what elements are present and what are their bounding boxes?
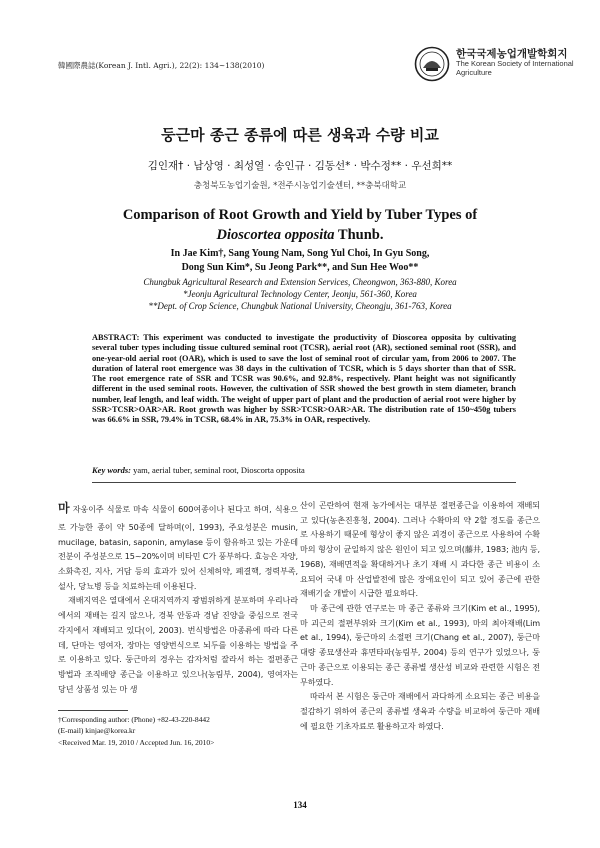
title-english-line-1: Comparison of Root Growth and Yield by Tuber Types of [122, 207, 478, 223]
keywords-label: Key words: [92, 465, 131, 475]
affiliation-english [0, 276, 600, 312]
received-dates: <Received Mar. 19, 2010 / Accepted Jun. 16, 2010> [58, 737, 215, 747]
title-english [0, 206, 600, 245]
affiliation-english-1: Chungbuk Agricultural Research and Extension Services, Cheongwon, 363-880, Korea [143, 277, 457, 287]
body-paragraph: 재배지역은 열대에서 온대지역까지 광범위하게 분포하며 우리나라에서의 재배는 길지 않으나, 경북 안동과 경남 진양을 중심으로 전국 각지에서 재배되고 있다(이, 2003). 번식방법은 마종류에 따라 다른데, 단마는 영여자, 장마는 영양번식으로 뇌두를 이용하는 방법을 주로 이용하고 있다. 둥근마의 경우는 감자처럼 잘라서 하는 절편종근 방법과 조직배양 종근을 이용하고 있으나(농림부, 2004), 영여자는 당년 상품성 있는 마 생 [58, 595, 298, 694]
title-korean: 둥근마 종근 종류에 따른 생육과 수량 비교 [161, 126, 439, 144]
keywords [92, 465, 516, 475]
affiliation-korean: 충청북도농업기술원, *전주시농업기술센터, **충북대학교 [193, 181, 407, 191]
abstract: ABSTRACT: This experiment was conducted to investigate the productivity of Dioscorea opposita by cultivating several tuber types including tissue cultured seminal root (TCSR), aerial root (AR), sectioned seminal root (SSR), and one-year-old aerial root (OAR), which is used to save the lost of seminal root of circular yam, from 2006 to 2007. The duration of lateral root emergence was 38 days in the cultivation of TCSR, which is 5 days shorter than that of SSR. The root emergence rate of SSR and TCSR was 90.6%, and 92.8%, respectively. Plant height was not significantly different in the used seminal roots. However, the cultivation of SSR showed the best growth in stem diameter, branch number, leaf length, and leaf width. The weight of upper part of plant and the production of aerial root were higher by SSR>TCSR>OAR>AR. Root growth was higher by SSR>TCSR>OAR>AR. The distribution rate of 150~450g tubers was 66.6% in SSR, 79.4% in TCSR, 68.4% in AR, 75.3% in OAR, respectively. [92, 333, 516, 425]
footnote-divider [58, 710, 128, 711]
authors-english-line-2: Dong Sun Kim*, Su Jeong Park**, and Sun Hee Woo** [181, 261, 419, 273]
authors-english [0, 247, 600, 274]
title-species: Dioscortea opposita [216, 226, 335, 243]
keywords-list: yam, aerial tuber, seminal root, Dioscorta opposita [133, 465, 305, 475]
authors-korean: 김인재† · 남상영 · 최성열 · 송인규 · 김동선* · 박수정** · 우선희** [147, 160, 453, 172]
society-name-en-2: Agriculture [456, 67, 492, 77]
page-number: 134 [293, 800, 307, 810]
authors-english-line-1: In Jae Kim†, Sang Young Nam, Song Yul Choi, In Gyu Song, [170, 248, 430, 259]
body-paragraph: 따라서 본 시험은 둥근마 재배에서 과다하게 소요되는 종근 비용을 절감하기 위하여 종근의 종류별 생육과 수량을 비교하여 둥근마 재배에 필요한 기초자료로 활용하고자 하였다. [300, 691, 540, 731]
body-column-left [58, 498, 298, 696]
footnote [58, 714, 214, 748]
society-name [456, 48, 574, 77]
affiliation-english-2: *Jeonju Agricultural Technology Center, Jeonju, 561-360, Korea [183, 289, 417, 300]
society-name-ko: 한국국제농업개발학회지 [456, 48, 568, 60]
corresponding-author: †Corresponding author: (Phone) +82-43-220-8442 [58, 715, 210, 724]
dropcap: 마 [58, 501, 70, 515]
journal-citation: 韓國際農誌(Korean J. Intl. Agri.), 22(2): 134~138(2010) [58, 61, 265, 70]
title-english-line-2 [0, 226, 600, 246]
title-authority: Thunb. [334, 226, 384, 243]
body-paragraph [58, 498, 298, 593]
society-logo-icon [414, 46, 450, 82]
body-column-right [300, 498, 540, 734]
body-paragraph: 마 종근에 관한 연구로는 마 종근 종류와 크기(Kim et al., 1995), 마 괴근의 절편부위와 크기(Kim et al., 1993), 마의 최아재배(Lim et al., 1994), 둥근마의 소절편 크기(Chang et al., 2007), 둥근마 대량 종묘생산과 휴면타파(농림부, 2004) 등의 연구가 있었으나, 둥근마 종근으로 이용되는 종근 종류별 생산성 비교와 관련한 시험은 전무하였다. [300, 603, 540, 687]
divider [92, 482, 516, 483]
body-paragraph-text: 자웅이주 식물로 마속 식물이 600여종이나 된다고 하며, 식용으로 가능한 종이 약 50종에 달하며(이, 1993), 주요성분은 musin, mucilage, batasin, saponin, amylase 등이 함유하고 있는 가운데 전분이 주성분으로 15~20%이며 비타민 C가 풍부하다. 효능은 자양, 소화촉진, 지사, 거담 등의 효과가 있어 신체허약, 폐결핵, 정력부족, 설사, 당뇨병 등을 치료하는데 이용된다. [58, 504, 298, 591]
society-name-en-1: The Korean Society of International [456, 59, 574, 69]
affiliation-english-3: **Dept. of Crop Science, Chungbuk National University, Cheongju, 361-763, Korea [148, 301, 452, 312]
author-email: (E-mail) kinjae@korea.kr [58, 726, 136, 736]
body-paragraph: 산이 곤란하여 현재 농가에서는 대부분 절편종근을 이용하여 재배되고 있다(농촌진흥청, 2004). 그러나 수확마의 약 2할 정도를 종근으로 사용하기 때문에 형상이 좋지 않은 괴경이 종근으로 사용하여 수확마의 형상이 균일하지 않은 원인이 되고 있으며(藤井, 1983; 池内 등, 1968), 재배면적을 확대하거나 초기 재배 시 과다한 종근 비용이 소요되어 국내 마 산업발전에 많은 장애요인이 되고 있어 종근에 관한 재배기술 개발이 시급한 필요하다. [300, 500, 540, 599]
